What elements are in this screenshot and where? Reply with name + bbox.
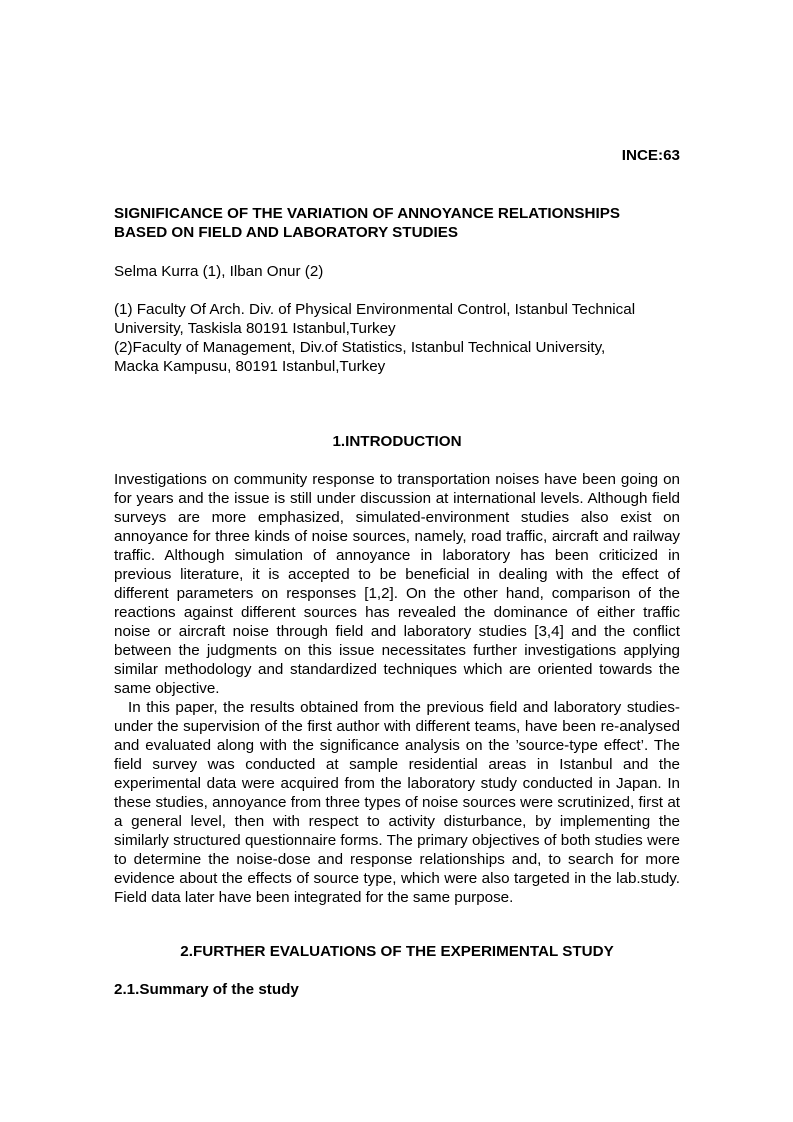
affiliation-1-line-1: (1) Faculty Of Arch. Div. of Physical Environmental Control, Istanbul Technical xyxy=(114,301,636,318)
affiliation-2-line-2: Macka Kampusu, 80191 Istanbul,Turkey xyxy=(114,358,386,375)
introduction-paragraph-2: In this paper, the results obtained from the previous field and laboratory studies-under the supervision of the first author with different teams, have been re-analysed and evaluated along with the significance analysis on the ’source-type effect’. The field survey was conducted at sample residential areas in Istanbul and the experimental data were acquired from the laboratory study conducted in Japan. In these studies, annoyance from three types of noise sources were scrutinized, first at a general level, then with respect to activity disturbance, by implementing the similarly structured questionnaire forms. The primary objectives of both studies were to determine the noise-dose and response relationships and, to search for more evidence about the effects of source type, which were also targeted in the lab.study. Field data later have been integrated for the same purpose. xyxy=(114,699,680,906)
affiliations xyxy=(114,300,680,376)
title-line-2: BASED ON FIELD AND LABORATORY STUDIES xyxy=(114,224,458,241)
subsection-2-1-heading: 2.1.Summary of the study xyxy=(114,981,299,998)
paper-code: INCE:63 xyxy=(621,147,680,164)
title-line-1: SIGNIFICANCE OF THE VARIATION OF ANNOYANCE RELATIONSHIPS xyxy=(114,205,620,222)
paper-title xyxy=(114,204,680,242)
section-1-body xyxy=(114,470,680,907)
section-1-heading: 1.INTRODUCTION xyxy=(332,433,462,450)
authors: Selma Kurra (1), Ilban Onur (2) xyxy=(114,263,324,280)
introduction-paragraph-1: Investigations on community response to transportation noises have been going on for years and the issue is still under discussion at international levels. Although field surveys are more emphasized, simulated-environment studies also exist on annoyance for three kinds of noise sources, namely, road traffic, aircraft and railway traffic. Although simulation of annoyance in laboratory has been criticized in previous literature, it is accepted to be beneficial in dealing with the effect of different parameters on responses [1,2]. On the other hand, comparison of the reactions against different sources has revealed the dominance of either traffic noise or aircraft noise through field and laboratory studies [3,4] and the conflict between the judgments on this issue necessitates further investigations applying similar methodology and standardized techniques which are oriented towards the same objective. xyxy=(114,471,680,697)
affiliation-1-line-2: University, Taskisla 80191 Istanbul,Turkey xyxy=(114,320,396,337)
section-2-heading: 2.FURTHER EVALUATIONS OF THE EXPERIMENTAL STUDY xyxy=(180,943,614,960)
affiliation-2-line-1: (2)Faculty of Management, Div.of Statistics, Istanbul Technical University, xyxy=(114,339,606,356)
